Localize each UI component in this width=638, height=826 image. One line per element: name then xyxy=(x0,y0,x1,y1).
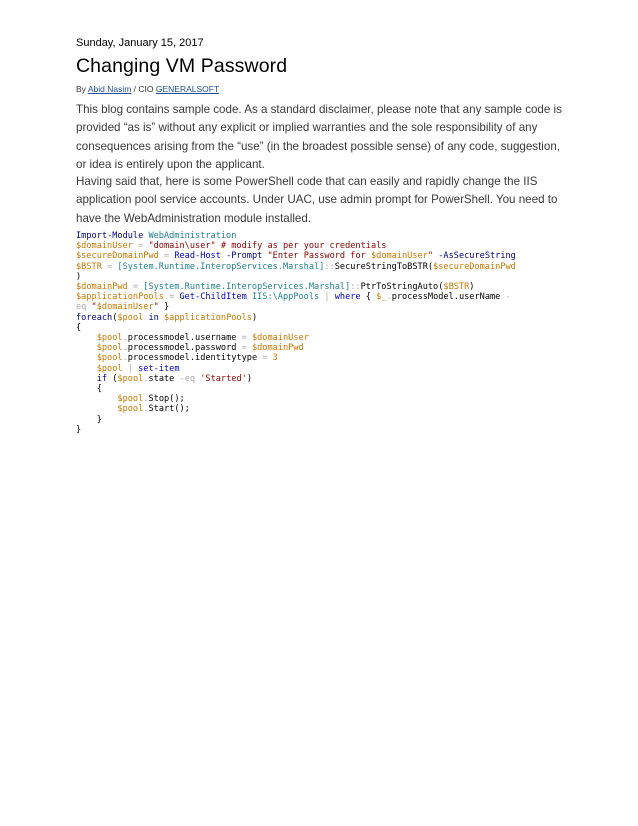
code-token: $pool xyxy=(96,343,123,354)
code-line xyxy=(76,262,566,272)
code-token xyxy=(76,364,97,374)
code-token: = xyxy=(101,261,118,272)
code-line xyxy=(76,384,566,394)
code-token: " xyxy=(91,302,97,313)
code-token: if xyxy=(96,373,108,384)
code-line xyxy=(76,343,566,353)
code-token: = xyxy=(257,353,273,364)
code-token: $pool xyxy=(117,404,144,415)
code-token: :: xyxy=(324,261,335,272)
code-token: - xyxy=(500,292,511,303)
intro-paragraph: Having said that, here is some PowerShell code that can easily and rapidly change the IIS application pool service accounts. Under UAC, use admin prompt for PowerShell. You need to have the WebAdministration module installed. xyxy=(76,175,558,225)
code-token: 3 xyxy=(272,353,278,364)
code-token xyxy=(76,353,97,363)
code-token: = xyxy=(236,333,252,344)
code-token: $domainUser xyxy=(96,302,154,313)
code-token: $domainPwd xyxy=(76,282,128,293)
code-token: $pool xyxy=(96,353,123,364)
company-link[interactable]: GENERALSOFT xyxy=(155,84,220,94)
byline-prefix: By xyxy=(76,84,86,94)
code-token: $domainUser xyxy=(251,333,309,344)
code-token: -AsSecureString xyxy=(433,251,516,262)
code-token: | xyxy=(122,363,139,374)
code-token: [System.Runtime.InteropServices.Marshal] xyxy=(117,261,325,272)
code-token: ( xyxy=(112,312,118,323)
code-token: "domain\user" xyxy=(148,241,216,252)
code-token: Stop(); xyxy=(148,394,185,405)
code-token: $applicationPools xyxy=(76,292,164,303)
code-token: $secureDomainPwd xyxy=(76,251,159,262)
code-token: processmodel.username xyxy=(127,333,237,344)
code-line xyxy=(76,323,566,333)
code-token: . xyxy=(143,394,149,405)
code-line xyxy=(76,292,566,302)
code-token: $domainUser xyxy=(370,251,428,262)
code-token: # modify as per your credentials xyxy=(220,241,387,252)
code-token: state xyxy=(148,373,180,384)
code-line xyxy=(76,353,566,363)
code-token: IIS:\AppPools xyxy=(246,292,320,303)
code-line xyxy=(76,394,566,404)
code-line xyxy=(76,251,566,261)
code-line xyxy=(76,241,566,251)
byline xyxy=(76,84,219,94)
code-token: = xyxy=(127,282,144,293)
code-token: $secureDomainPwd xyxy=(433,261,516,272)
code-token: -Prompt xyxy=(220,251,268,262)
code-token: $domainUser xyxy=(76,241,133,252)
code-token: [System.Runtime.InteropServices.Marshal] xyxy=(143,282,351,293)
code-line xyxy=(76,313,566,323)
code-token: . xyxy=(386,292,392,303)
code-token: $pool xyxy=(117,394,144,405)
code-token: :: xyxy=(350,282,361,293)
code-token: } xyxy=(76,424,82,435)
code-token: = xyxy=(132,241,149,252)
code-token: . xyxy=(143,373,149,384)
post-date: Sunday, January 15, 2017 xyxy=(76,37,204,49)
code-token: = xyxy=(163,292,180,303)
code-token: -eq xyxy=(179,373,201,384)
code-token: . xyxy=(122,353,128,364)
code-token: . xyxy=(122,333,128,344)
code-line xyxy=(76,302,566,312)
code-token: " xyxy=(427,251,434,262)
code-line xyxy=(76,404,566,414)
code-token: SecureStringToBSTR( xyxy=(334,261,434,272)
code-token: . xyxy=(122,343,128,354)
code-line xyxy=(76,374,566,384)
code-token: in xyxy=(143,312,164,323)
code-token: Start(); xyxy=(148,404,190,415)
code-token xyxy=(76,394,117,404)
code-token: $pool xyxy=(117,373,144,384)
code-token: $BSTR xyxy=(443,282,470,293)
code-line xyxy=(76,272,566,282)
code-token: WebAdministration xyxy=(148,231,237,241)
code-token: $pool xyxy=(117,312,144,323)
code-token: processmodel.password xyxy=(127,343,237,354)
code-token xyxy=(76,374,97,384)
disclaimer-paragraph: This blog contains sample code. As a standard disclaimer, please note that any sample code is provided “as is” without any explicit or implied warranties and the sole responsibility of any consequences arising from the “use” (in the broadest possible sense) of any code, suggestion, or idea is entirely upon the applicant. xyxy=(76,103,562,172)
code-token: ( xyxy=(107,373,118,384)
code-token: $applicationPools xyxy=(163,312,252,323)
code-token: { xyxy=(76,384,102,395)
code-token: 'Started' xyxy=(200,373,247,384)
code-line xyxy=(76,425,566,435)
code-line xyxy=(76,333,566,343)
code-token: ) xyxy=(469,282,475,293)
code-token: } xyxy=(76,414,102,425)
code-token: processModel.userName xyxy=(391,292,501,303)
code-line xyxy=(76,415,566,425)
code-token: set-item xyxy=(138,363,180,374)
code-token: PtrToStringAuto( xyxy=(360,282,444,293)
code-token xyxy=(76,343,97,353)
code-line xyxy=(76,282,566,292)
code-token: "Enter Password for xyxy=(267,251,371,262)
byline-separator: / CIO xyxy=(133,84,154,94)
code-token: $_ xyxy=(376,292,387,303)
code-token: { xyxy=(76,322,82,333)
code-token: Read-Host xyxy=(174,251,221,262)
code-line xyxy=(76,364,566,374)
code-token: Get-ChildItem xyxy=(179,292,247,303)
code-token: $pool xyxy=(96,363,123,374)
code-token: } xyxy=(158,302,170,313)
code-token xyxy=(76,404,117,414)
code-token: ) xyxy=(246,373,252,384)
code-token xyxy=(76,333,97,343)
code-token: $pool xyxy=(96,333,123,344)
code-token: $domainPwd xyxy=(251,343,304,354)
code-token: | xyxy=(319,292,335,303)
code-token: eq xyxy=(76,302,92,313)
code-token: " xyxy=(153,302,159,313)
code-token: where xyxy=(334,292,361,303)
code-token: . xyxy=(143,404,149,415)
code-token: { xyxy=(360,292,377,303)
code-token: = xyxy=(158,251,175,262)
post-title: Changing VM Password xyxy=(76,55,288,77)
code-token: ) xyxy=(251,312,258,323)
code-token: $BSTR xyxy=(76,261,102,272)
code-line xyxy=(76,231,566,241)
code-token: Import-Module xyxy=(76,231,149,241)
code-token: ) xyxy=(76,271,82,282)
code-token: foreach xyxy=(76,312,113,323)
code-token: = xyxy=(236,343,252,354)
code-token: processmodel.identitytype xyxy=(127,353,258,364)
author-link[interactable]: Abid Nasim xyxy=(87,84,132,94)
code-block xyxy=(76,231,566,435)
